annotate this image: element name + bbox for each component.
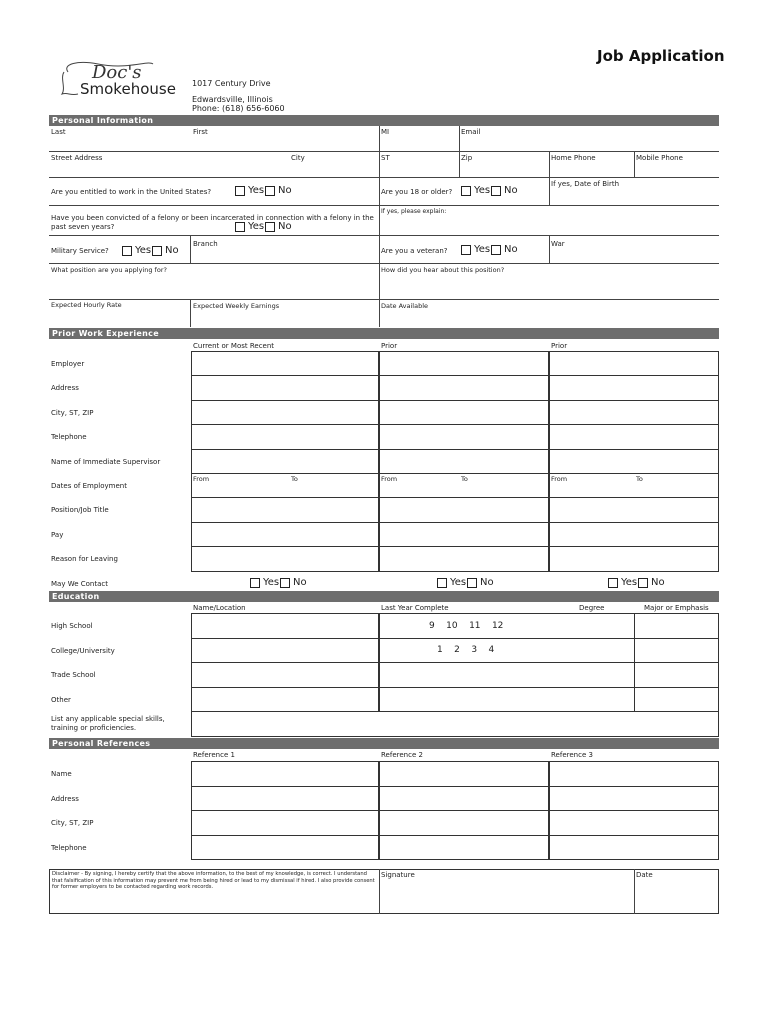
address-line-2: Edwardsville, Illinois xyxy=(192,95,273,104)
work-field[interactable] xyxy=(379,375,549,400)
contact-no-checkbox[interactable] xyxy=(280,578,290,588)
age-no-checkbox[interactable] xyxy=(491,186,501,196)
date-field[interactable] xyxy=(635,880,718,913)
label-last: Last xyxy=(51,128,66,136)
edu-field[interactable] xyxy=(634,662,719,688)
contact-no-label: No xyxy=(651,576,665,588)
military-yes-checkbox[interactable] xyxy=(122,246,132,256)
edu-field[interactable] xyxy=(634,613,719,639)
work-field[interactable] xyxy=(379,546,549,571)
label-zip: Zip xyxy=(461,154,473,162)
label-st: ST xyxy=(381,154,390,162)
work-col-prior-2: Prior xyxy=(551,342,568,350)
felony-yes-label: Yes xyxy=(248,221,265,232)
work-field[interactable] xyxy=(549,400,719,425)
felony-no-label: No xyxy=(278,221,292,232)
work-field[interactable] xyxy=(191,546,379,571)
work-row-label: Position/Job Title xyxy=(51,506,109,515)
edu-field[interactable] xyxy=(191,638,379,664)
ref-col-2: Reference 2 xyxy=(381,751,423,759)
work-field[interactable] xyxy=(379,449,549,474)
work-field[interactable] xyxy=(191,375,379,400)
label-date: Date xyxy=(636,871,653,879)
label-hourly: Expected Hourly Rate xyxy=(51,301,122,309)
contact-no-checkbox[interactable] xyxy=(467,578,477,588)
label-position: What position are you applying for? xyxy=(51,266,167,274)
ref-row-label: City, ST, ZIP xyxy=(51,819,94,827)
label-war: War xyxy=(551,240,565,248)
work-row-label: May We Contact xyxy=(51,579,108,588)
phone-number: Phone: (618) 656-6060 xyxy=(192,104,285,113)
page-title: Job Application xyxy=(597,47,725,65)
ref-field[interactable] xyxy=(549,786,719,812)
label-date-available: Date Available xyxy=(381,302,429,310)
company-logo xyxy=(58,58,183,100)
ref-row-label: Address xyxy=(51,794,79,803)
edu-field[interactable] xyxy=(379,662,635,688)
entitled-yes-checkbox[interactable] xyxy=(235,186,245,196)
age-yes-label: Yes xyxy=(474,185,491,196)
label-felony: Have you been convicted of a felony or been incarcerated in connection with a felony in the past seven years? xyxy=(51,214,374,231)
ref-field[interactable] xyxy=(191,810,379,836)
entitled-no-label: No xyxy=(278,185,292,196)
label-to: To xyxy=(291,475,298,483)
ref-col-1: Reference 1 xyxy=(193,751,235,759)
contact-yes-label: Yes xyxy=(621,576,638,588)
contact-yes-label: Yes xyxy=(263,576,280,588)
label-age: Are you 18 or older? xyxy=(381,188,453,196)
ref-field[interactable] xyxy=(191,835,379,861)
edu-field[interactable] xyxy=(379,638,635,664)
age-no-label: No xyxy=(504,185,518,196)
work-row-label: Dates of Employment xyxy=(51,482,127,490)
work-field[interactable] xyxy=(191,424,379,449)
military-no-label: No xyxy=(165,245,179,256)
ref-field[interactable] xyxy=(191,761,379,787)
edu-col-degree: Degree xyxy=(579,604,605,612)
ref-field[interactable] xyxy=(549,835,719,861)
label-branch: Branch xyxy=(193,240,218,248)
work-field[interactable] xyxy=(191,351,379,376)
ref-field[interactable] xyxy=(379,835,549,861)
work-row-label: Reason for Leaving xyxy=(51,555,118,564)
label-to: To xyxy=(461,475,468,483)
label-mi: MI xyxy=(381,128,390,136)
ref-field[interactable] xyxy=(379,786,549,812)
work-row-label: Name of Immediate Supervisor xyxy=(51,457,161,466)
section-references: Personal References xyxy=(49,738,719,749)
label-from: From xyxy=(193,475,210,483)
label-how-heard: How did you hear about this position? xyxy=(381,266,505,274)
felony-no-checkbox[interactable] xyxy=(265,222,275,232)
label-email: Email xyxy=(461,128,481,136)
label-weekly: Expected Weekly Earnings xyxy=(193,302,280,310)
work-row-label: Pay xyxy=(51,530,64,539)
label-dob: If yes, Date of Birth xyxy=(551,180,620,188)
edu-field[interactable] xyxy=(191,687,379,713)
ref-field[interactable] xyxy=(549,810,719,836)
age-yes-checkbox[interactable] xyxy=(461,186,471,196)
edu-row-label: High School xyxy=(51,622,93,630)
edu-col-major: Major or Emphasis xyxy=(644,604,709,612)
military-yes-label: Yes xyxy=(135,245,152,256)
work-row-label: Address xyxy=(51,384,79,393)
work-field[interactable] xyxy=(191,449,379,474)
section-education: Education xyxy=(49,591,719,602)
label-street: Street Address xyxy=(51,154,103,162)
veteran-no-label: No xyxy=(504,244,518,255)
ref-row-label: Name xyxy=(51,770,72,778)
work-field[interactable] xyxy=(379,497,549,522)
label-to: To xyxy=(636,475,643,483)
felony-yes-checkbox[interactable] xyxy=(235,222,245,232)
work-field[interactable] xyxy=(191,400,379,425)
edu-field[interactable] xyxy=(191,613,379,639)
entitled-no-checkbox[interactable] xyxy=(265,186,275,196)
work-field[interactable] xyxy=(549,375,719,400)
edu-field[interactable] xyxy=(379,613,635,639)
disclaimer-text: Disclaimer - By signing, I hereby certify that the above information, to the best of my knowledge, is correct. I understand that falsification of this information may prevent me from being hired or lead to my dismissal if hired. I also provide consent for former employers to be contacted regarding work records. xyxy=(52,871,375,890)
work-field[interactable] xyxy=(379,400,549,425)
work-field[interactable] xyxy=(549,351,719,376)
college-years: 1 2 3 4 xyxy=(437,645,495,655)
section-personal-information: Personal Information xyxy=(49,115,719,126)
contact-no-checkbox[interactable] xyxy=(638,578,648,588)
ref-row-label: Telephone xyxy=(51,843,87,852)
ref-col-3: Reference 3 xyxy=(551,751,593,759)
work-col-prior-1: Prior xyxy=(381,342,398,350)
contact-yes-checkbox[interactable] xyxy=(608,578,618,588)
contact-no-label: No xyxy=(480,576,494,588)
work-row-label: Telephone xyxy=(51,433,87,442)
edu-field[interactable] xyxy=(191,662,379,688)
ref-field[interactable] xyxy=(191,786,379,812)
veteran-no-checkbox[interactable] xyxy=(491,245,501,255)
work-field[interactable] xyxy=(549,497,719,522)
work-field[interactable] xyxy=(549,424,719,449)
contact-yes-label: Yes xyxy=(450,576,467,588)
signature-field[interactable] xyxy=(380,880,633,913)
logo-text-docs: Doc's xyxy=(92,62,142,83)
entitled-yes-label: Yes xyxy=(248,185,265,196)
veteran-yes-checkbox[interactable] xyxy=(461,245,471,255)
work-field[interactable] xyxy=(191,497,379,522)
section-prior-work: Prior Work Experience xyxy=(49,328,719,339)
label-first: First xyxy=(193,128,208,136)
label-city: City xyxy=(291,154,305,162)
edu-field[interactable] xyxy=(379,687,635,713)
work-field[interactable] xyxy=(379,424,549,449)
edu-row-label: College/University xyxy=(51,646,115,655)
work-field[interactable] xyxy=(549,473,719,498)
label-military: Military Service? xyxy=(51,247,109,255)
work-field[interactable] xyxy=(191,473,379,498)
label-home-phone: Home Phone xyxy=(551,154,596,162)
label-explain: If yes, please explain: xyxy=(381,208,447,215)
work-field[interactable] xyxy=(379,351,549,376)
label-veteran: Are you a veteran? xyxy=(381,247,448,255)
edu-field[interactable] xyxy=(634,638,719,664)
hs-years: 9 10 11 12 xyxy=(429,621,504,631)
work-field[interactable] xyxy=(549,546,719,571)
contact-yes-checkbox[interactable] xyxy=(437,578,447,588)
address-line-1: 1017 Century Drive xyxy=(192,79,271,88)
work-col-current: Current or Most Recent xyxy=(193,342,275,350)
label-signature: Signature xyxy=(381,871,415,879)
ref-field[interactable] xyxy=(379,810,549,836)
edu-row-label: Trade School xyxy=(51,671,96,679)
ref-field[interactable] xyxy=(549,761,719,787)
label-mobile-phone: Mobile Phone xyxy=(636,154,683,162)
skills-field[interactable] xyxy=(191,711,719,737)
work-field[interactable] xyxy=(191,522,379,547)
work-field[interactable] xyxy=(549,449,719,474)
label-entitled: Are you entitled to work in the United States? xyxy=(51,188,212,196)
label-skills: List any applicable special skills, training or proficiencies. xyxy=(51,715,165,732)
logo-text-smokehouse: Smokehouse xyxy=(80,80,176,98)
edu-field[interactable] xyxy=(634,687,719,713)
work-row-label: Employer xyxy=(51,360,85,368)
work-row-label: City, ST, ZIP xyxy=(51,408,94,417)
military-no-checkbox[interactable] xyxy=(152,246,162,256)
contact-no-label: No xyxy=(293,576,307,588)
edu-row-label: Other xyxy=(51,695,71,704)
veteran-yes-label: Yes xyxy=(474,244,491,255)
work-field[interactable] xyxy=(379,522,549,547)
edu-col-name: Name/Location xyxy=(193,604,246,612)
work-field[interactable] xyxy=(549,522,719,547)
label-from: From xyxy=(551,475,568,483)
contact-yes-checkbox[interactable] xyxy=(250,578,260,588)
ref-field[interactable] xyxy=(379,761,549,787)
edu-col-last-year: Last Year Complete xyxy=(381,604,449,612)
label-from: From xyxy=(381,475,398,483)
